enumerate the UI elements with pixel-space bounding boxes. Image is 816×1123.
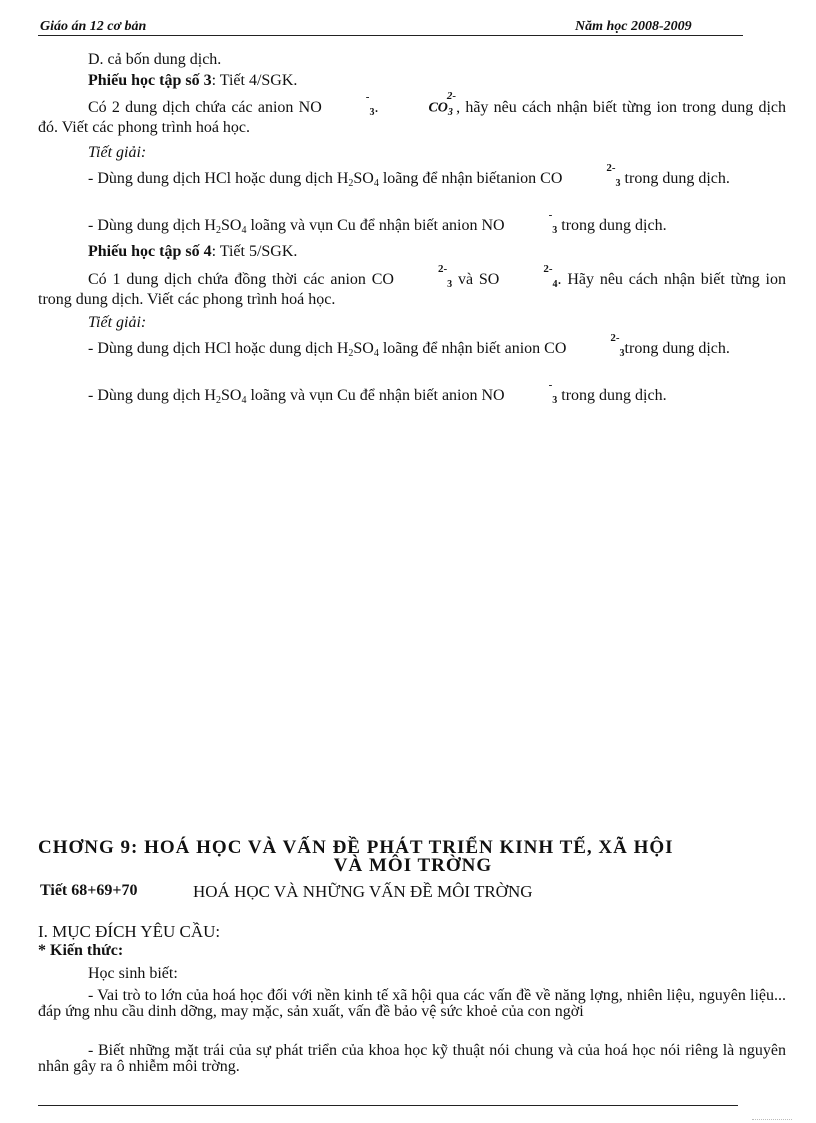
sheet4-heading: Phiếu học tập số 4: Tiết 5/SGK. [88,243,298,260]
sheet3-solution-label: Tiết giải: [88,144,147,161]
sheet4-solution-label: Tiết giải: [88,314,147,331]
lesson-title: HOÁ HỌC VÀ NHỮNG VẤN ĐỀ MÔI TRỜNG [193,882,533,901]
sheet4-question: Có 1 dung dịch chứa đồng thời các anion $CO^{2-}_3$ và $SO^{2-}_4$. Hãy nêu cách nhận biết từng ion trong dung dịch. Viết các phong trình hoá học. [38,263,787,308]
header-course: Giáo án 12 cơ bản [40,19,147,34]
page-header [38,18,743,36]
header-school-year: Năm học 2008-2009 [575,19,692,34]
footer-dots [752,1119,792,1120]
sheet4-answer-2: - Dùng dung dịch $H_2SO_4$ loãng và vụn Cu để nhận biết anion $NO^-_3$ trong dung dịch. [88,379,667,406]
sheet4-answer-1: - Dùng dung dịch HCl hoặc dung dịch $H_2SO_4$ loãng để nhận biết anion $CO^{2-}_3trong$ dung dịch. [88,332,730,359]
lesson-heading [40,882,533,901]
footer-rule [38,1105,738,1106]
objective-point-2: - Biết những mặt trái của sự phát triển của khoa học kỹ thuật nói chung và của hoá học nói riêng là nguyên nhân gây ra ô nhiễm môi trờng. [38,1042,786,1075]
section-heading: I. MỤC ĐÍCH YÊU CẦU: [38,922,221,941]
sheet3-question: Có 2 dung dịch chứa các anion $NO^-_3$. $CO_3^{2-}$, hãy nêu cách nhận biết từng ion trong dung dịch đó. Viết các phong trình hoá học. [38,90,787,136]
knowledge-heading: * Kiến thức: [38,942,124,959]
sheet3-heading: Phiếu học tập số 3: Tiết 4/SGK. [88,72,298,89]
students-know: Học sinh biết: [88,965,178,982]
option-d: D. cả bốn dung dịch. [88,51,222,68]
lesson-number: Tiết 68+69+70 [40,882,138,899]
sheet3-answer-1: - Dùng dung dịch HCl hoặc dung dịch $H_2SO_4$ loãng để nhận biếtanion $CO^{2-}_3$ trong dung dịch. [88,162,730,189]
objective-point-1: - Vai trò to lớn của hoá học đối với nền kinh tế xã hội qua các vấn đề về năng lợng, nhiên liệu, nguyên liệu... đáp ứng nhu cầu dinh dỡng, may mặc, sản xuất, vấn đề bảo vệ sức khoẻ của con ngời [38,987,786,1020]
sheet3-answer-2: - Dùng dung dịch $H_2SO_4$ loãng và vụn Cu để nhận biết anion $NO^-_3$ trong dung dịch. [88,209,667,236]
chapter-heading: CHƠNG 9: HOÁ HỌC VÀ VẤN ĐỀ PHÁT TRIỂN KINH TẾ, XÃ HỘI VÀ MÔI TRỜNG [38,837,674,876]
